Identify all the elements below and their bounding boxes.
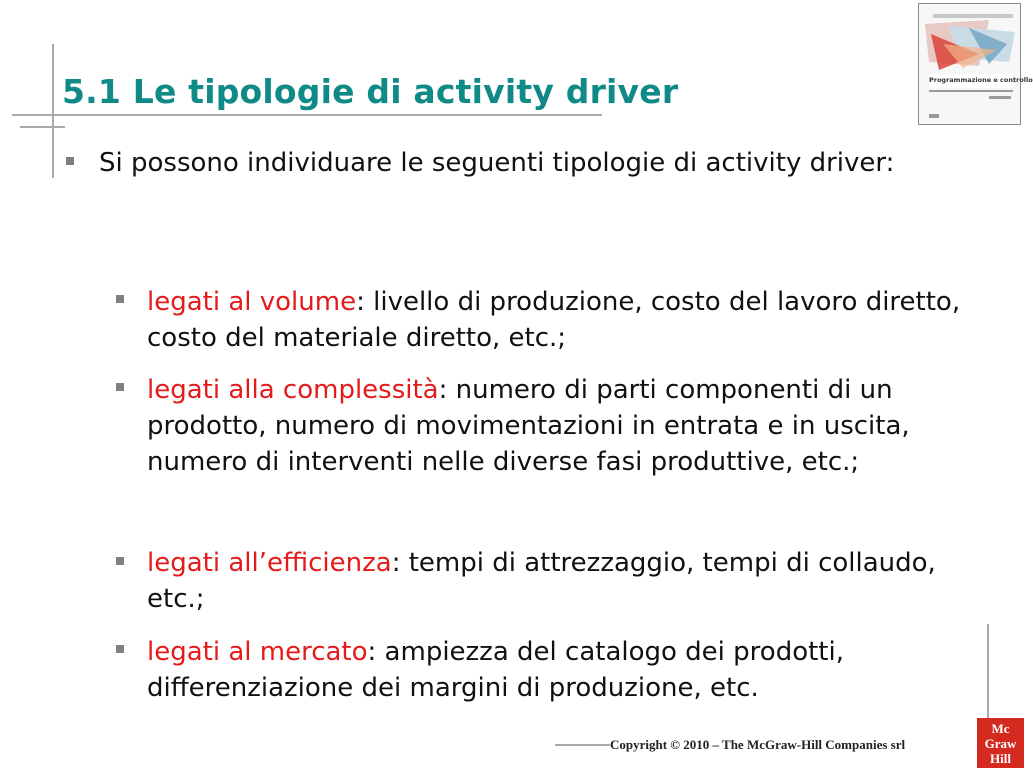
footer-line xyxy=(555,744,610,746)
list-item xyxy=(147,372,977,480)
book-cover-art xyxy=(919,4,1020,124)
item-highlight: legati alla complessità xyxy=(147,375,439,405)
sub-bullet-marker xyxy=(116,557,124,565)
logo-line: Graw xyxy=(984,736,1017,751)
bullet-marker xyxy=(66,157,74,165)
item-highlight: legati all’efficienza xyxy=(147,548,392,578)
title-underline-short xyxy=(20,126,65,128)
intro-text xyxy=(99,145,929,181)
sub-bullet-marker xyxy=(116,383,124,391)
copyright-notice: Copyright © 2010 – The McGraw-Hill Companies srl xyxy=(610,737,906,752)
sub-bullet-marker xyxy=(116,295,124,303)
book-cover-title: Programmazione e controllo xyxy=(929,76,1033,84)
list-item xyxy=(147,634,977,706)
book-cover-image xyxy=(918,3,1033,125)
slide-title: 5.1 Le tipologie di activity driver xyxy=(62,72,679,111)
list-item xyxy=(147,284,977,356)
logo-line: Mc xyxy=(991,721,1010,736)
title-underline xyxy=(12,114,602,116)
sub-bullet-marker xyxy=(116,645,124,653)
item-text: : ampiezza del catalogo dei prodotti, differenziazione dei margini di produzione, etc. xyxy=(147,637,844,703)
item-highlight: legati al volume xyxy=(147,287,357,317)
item-highlight: legati al mercato xyxy=(147,637,368,667)
item-text: : tempi di attrezzaggio, tempi di collaudo, etc.; xyxy=(147,548,936,614)
intro-label: Si possono individuare le seguenti tipologie di activity driver: xyxy=(99,148,895,178)
mcgraw-hill-logo xyxy=(977,718,1024,768)
logo-line: Hill xyxy=(990,751,1011,766)
list-item xyxy=(147,545,977,617)
item-text: : numero di parti componenti di un prodotto, numero di movimentazioni in entrata e in uscita, numero di interventi nelle diverse fasi produttive, etc.; xyxy=(147,375,910,477)
top-vertical-line xyxy=(52,44,54,178)
item-text: : livello di produzione, costo del lavoro diretto, costo del materiale diretto, etc.; xyxy=(147,287,961,353)
